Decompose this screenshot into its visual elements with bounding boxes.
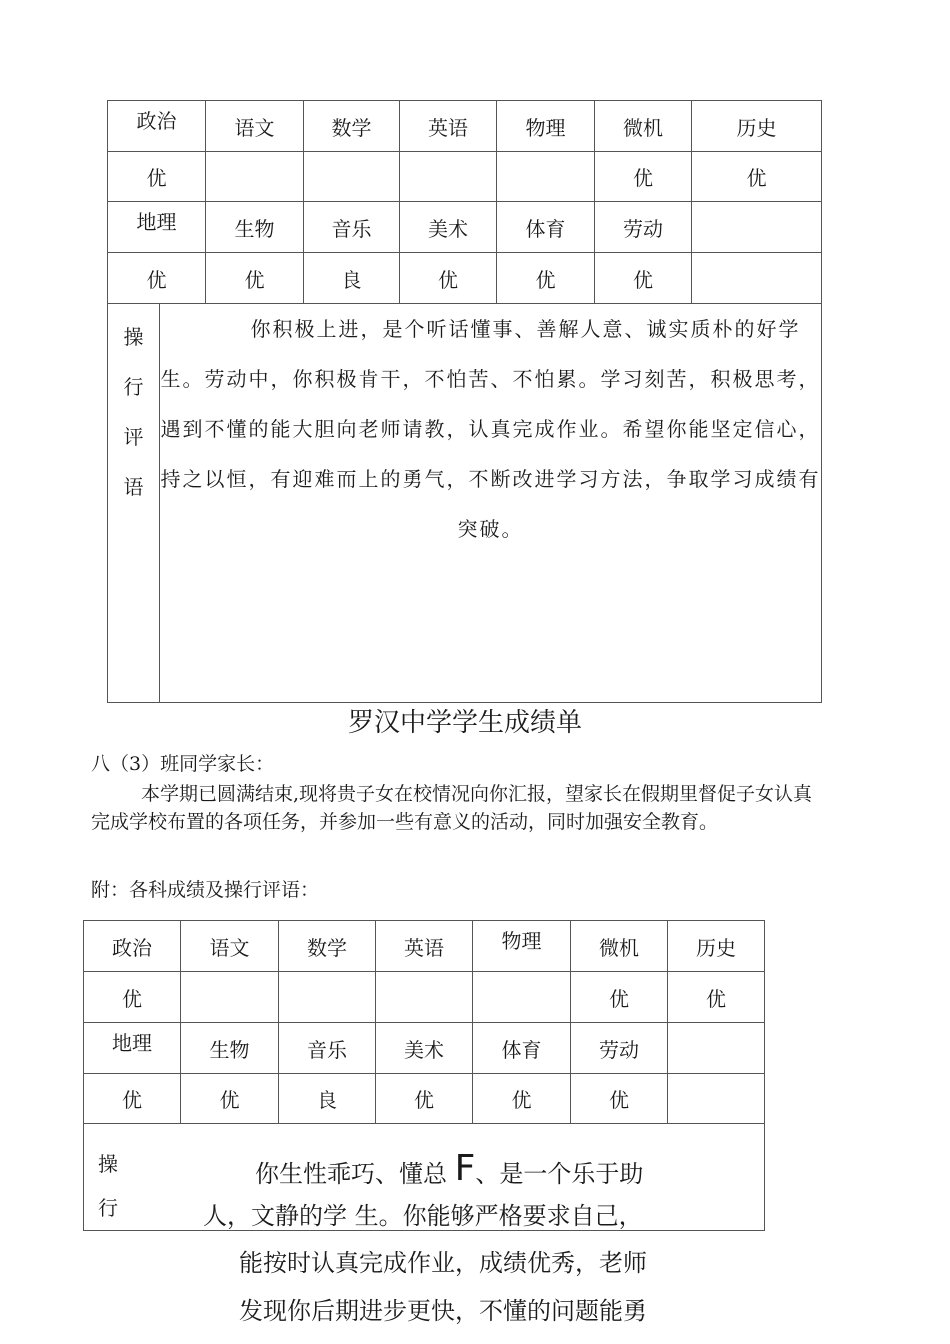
subject-cell	[692, 202, 822, 253]
subject-cell: 劳动	[595, 202, 692, 253]
grade-cell	[692, 253, 822, 304]
subject-cell: 微机	[571, 921, 668, 972]
grade-cell: 优	[108, 253, 206, 304]
grade-cell: 良	[304, 253, 400, 304]
subject-row	[108, 202, 822, 253]
notice-body: 本学期已圆满结束,现将贵子女在校情况向你汇报，望家长在假期里督促子女认真完成学校布置的各项任务，并参加一些有意义的活动，同时加强安全教育。	[91, 783, 813, 833]
comment2-text: 、是一个乐于助	[475, 1160, 644, 1188]
label-char: 行	[98, 1196, 118, 1220]
subject-cell: 历史	[668, 921, 765, 972]
grade-cell	[668, 1074, 765, 1124]
subject-cell: 劳动	[571, 1023, 668, 1074]
grade-cell	[400, 152, 497, 202]
subject-cell: 地理	[84, 1023, 181, 1074]
grade-cell: 优	[692, 152, 822, 202]
grade-cell	[304, 152, 400, 202]
subject-row	[84, 921, 765, 972]
grade-cell: 优	[376, 1074, 473, 1124]
subject-cell: 美术	[400, 202, 497, 253]
subject-cell: 微机	[595, 101, 692, 152]
subject-cell: 政治	[108, 101, 206, 152]
subject-cell: 语文	[206, 101, 304, 152]
conduct-comment-text: 你积极上进，是个听话懂事、善解人意、诚实质朴的好学生。劳动中，你积极肯干，不怕苦、不怕累。学习刻苦，积极思考，遇到不懂的能大胆向老师请教，认真完成作业。希望你能坚定信心，持之以恒，有迎难而上的勇气，不断改进学习方法，争取学习成绩有突破。	[160, 317, 821, 541]
grade-cell	[279, 972, 376, 1023]
label-char: 语	[123, 475, 144, 499]
comment2-line: 发现你后期进步更快，不懂的问题能勇	[239, 1297, 647, 1325]
grade-row	[108, 253, 822, 304]
grade-cell: 优	[400, 253, 497, 304]
grade-row	[84, 972, 765, 1023]
label-char: 操	[123, 325, 144, 349]
subject-cell: 体育	[497, 202, 595, 253]
comment2-line: 能按时认真完成作业，成绩优秀，老师	[239, 1249, 647, 1277]
comment2-line	[255, 1148, 643, 1189]
grade-cell: 优	[108, 152, 206, 202]
label-char: 行	[123, 375, 144, 399]
subject-cell: 历史	[692, 101, 822, 152]
grade-cell: 优	[595, 253, 692, 304]
grade-cell	[206, 152, 304, 202]
appendix-label: 附：各科成绩及操行评语：	[91, 879, 320, 901]
subject-cell: 地理	[108, 202, 206, 253]
grade-cell: 优	[181, 1074, 279, 1124]
grade-cell: 优	[206, 253, 304, 304]
greeting: 八（3）班同学家长：	[91, 753, 275, 775]
subject-row	[108, 101, 822, 152]
subject-cell: 体育	[473, 1023, 571, 1074]
grade-cell	[473, 972, 571, 1023]
subject-cell: 数学	[304, 101, 400, 152]
grades-table-1	[107, 100, 822, 703]
grade-cell: 优	[473, 1074, 571, 1124]
document-title: 罗汉中学学生成绩单	[347, 708, 582, 738]
subject-cell: 英语	[376, 921, 473, 972]
subject-cell: 音乐	[279, 1023, 376, 1074]
grade-row	[84, 1074, 765, 1124]
subject-cell: 政治	[84, 921, 181, 972]
grade-cell: 优	[497, 253, 595, 304]
subject-cell: 生物	[181, 1023, 279, 1074]
comment2-text: F	[454, 1148, 476, 1189]
grade-cell: 良	[279, 1074, 376, 1124]
conduct-comment	[160, 304, 822, 703]
grade-cell	[376, 972, 473, 1023]
comment2-line: 人，文静的学 生。你能够严格要求自己，	[203, 1202, 643, 1230]
label-char: 评	[123, 425, 144, 449]
comment2-text: 你生性乖巧、懂总	[255, 1160, 455, 1188]
grade-row	[108, 152, 822, 202]
subject-cell	[668, 1023, 765, 1074]
subject-row	[84, 1023, 765, 1074]
conduct-comment-label	[108, 304, 160, 703]
grade-cell: 优	[571, 1074, 668, 1124]
grade-cell: 优	[668, 972, 765, 1023]
subject-cell: 语文	[181, 921, 279, 972]
subject-cell: 物理	[473, 921, 571, 972]
comment-row	[108, 304, 822, 703]
grade-cell: 优	[595, 152, 692, 202]
subject-cell: 物理	[497, 101, 595, 152]
label-char: 操	[98, 1152, 118, 1176]
subject-cell: 英语	[400, 101, 497, 152]
subject-cell: 音乐	[304, 202, 400, 253]
subject-cell: 数学	[279, 921, 376, 972]
subject-cell: 生物	[206, 202, 304, 253]
grade-cell: 优	[84, 1074, 181, 1124]
grade-cell: 优	[571, 972, 668, 1023]
grade-cell	[181, 972, 279, 1023]
subject-cell: 美术	[376, 1023, 473, 1074]
grade-cell: 优	[84, 972, 181, 1023]
grade-cell	[497, 152, 595, 202]
